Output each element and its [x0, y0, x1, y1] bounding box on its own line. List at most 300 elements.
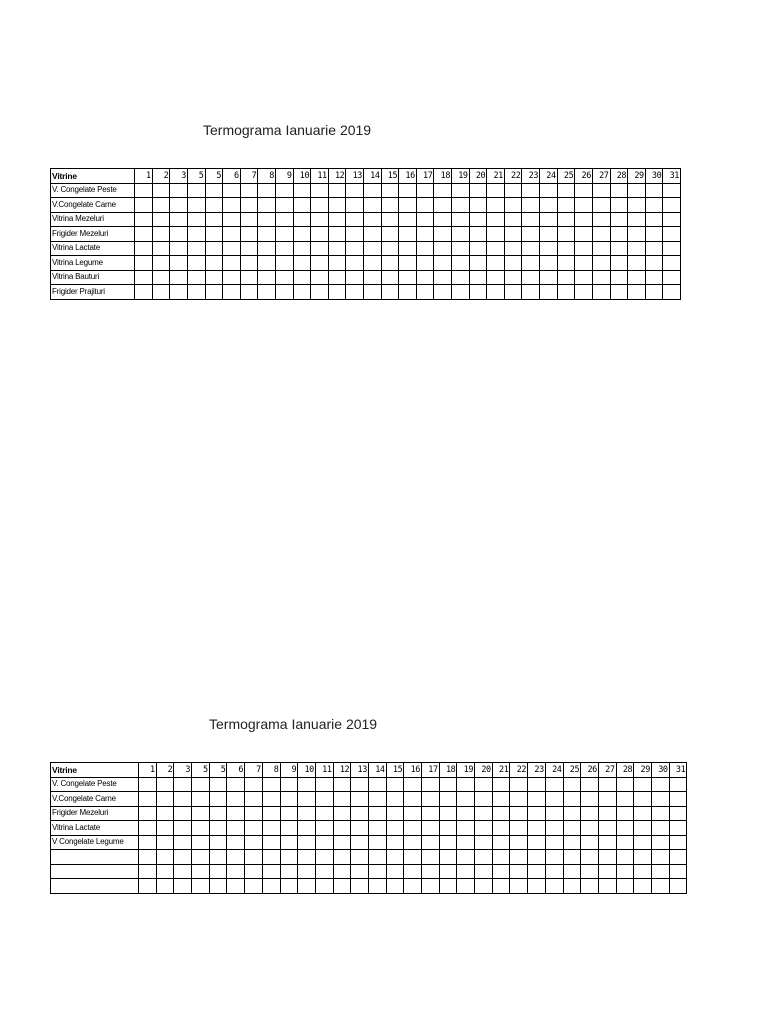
temperature-cell[interactable]: [364, 285, 382, 300]
temperature-cell[interactable]: [628, 241, 646, 256]
temperature-cell[interactable]: [227, 777, 245, 792]
temperature-cell[interactable]: [280, 821, 298, 836]
temperature-cell[interactable]: [227, 806, 245, 821]
temperature-cell[interactable]: [192, 777, 210, 792]
temperature-cell[interactable]: [262, 792, 280, 807]
temperature-cell[interactable]: [540, 256, 558, 271]
temperature-cell[interactable]: [205, 183, 223, 198]
temperature-cell[interactable]: [504, 198, 522, 213]
temperature-cell[interactable]: [510, 792, 528, 807]
temperature-cell[interactable]: [504, 212, 522, 227]
temperature-cell[interactable]: [457, 806, 475, 821]
temperature-cell[interactable]: [399, 212, 417, 227]
temperature-cell[interactable]: [293, 285, 311, 300]
temperature-cell[interactable]: [209, 850, 227, 865]
temperature-cell[interactable]: [522, 227, 540, 242]
temperature-cell[interactable]: [223, 241, 241, 256]
temperature-cell[interactable]: [540, 241, 558, 256]
temperature-cell[interactable]: [545, 850, 563, 865]
temperature-cell[interactable]: [492, 806, 510, 821]
temperature-cell[interactable]: [205, 198, 223, 213]
temperature-cell[interactable]: [368, 792, 386, 807]
temperature-cell[interactable]: [209, 864, 227, 879]
temperature-cell[interactable]: [575, 270, 593, 285]
temperature-cell[interactable]: [328, 198, 346, 213]
temperature-cell[interactable]: [135, 198, 153, 213]
temperature-cell[interactable]: [610, 212, 628, 227]
temperature-cell[interactable]: [581, 879, 599, 894]
temperature-cell[interactable]: [452, 227, 470, 242]
temperature-cell[interactable]: [545, 792, 563, 807]
temperature-cell[interactable]: [469, 227, 487, 242]
temperature-cell[interactable]: [311, 256, 329, 271]
temperature-cell[interactable]: [645, 270, 663, 285]
temperature-cell[interactable]: [258, 256, 276, 271]
temperature-cell[interactable]: [422, 864, 440, 879]
temperature-cell[interactable]: [575, 227, 593, 242]
temperature-cell[interactable]: [245, 806, 263, 821]
temperature-cell[interactable]: [245, 821, 263, 836]
temperature-cell[interactable]: [416, 256, 434, 271]
temperature-cell[interactable]: [669, 835, 687, 850]
temperature-cell[interactable]: [192, 792, 210, 807]
temperature-cell[interactable]: [381, 212, 399, 227]
temperature-cell[interactable]: [475, 864, 493, 879]
temperature-cell[interactable]: [575, 285, 593, 300]
temperature-cell[interactable]: [457, 835, 475, 850]
temperature-cell[interactable]: [209, 835, 227, 850]
temperature-cell[interactable]: [487, 270, 505, 285]
temperature-cell[interactable]: [575, 183, 593, 198]
temperature-cell[interactable]: [404, 806, 422, 821]
temperature-cell[interactable]: [280, 806, 298, 821]
temperature-cell[interactable]: [135, 183, 153, 198]
temperature-cell[interactable]: [351, 835, 369, 850]
temperature-cell[interactable]: [311, 227, 329, 242]
temperature-cell[interactable]: [651, 792, 669, 807]
temperature-cell[interactable]: [487, 198, 505, 213]
temperature-cell[interactable]: [209, 777, 227, 792]
temperature-cell[interactable]: [469, 198, 487, 213]
temperature-cell[interactable]: [487, 256, 505, 271]
temperature-cell[interactable]: [298, 850, 316, 865]
temperature-cell[interactable]: [575, 212, 593, 227]
temperature-cell[interactable]: [610, 256, 628, 271]
temperature-cell[interactable]: [386, 792, 404, 807]
temperature-cell[interactable]: [280, 864, 298, 879]
temperature-cell[interactable]: [170, 241, 188, 256]
temperature-cell[interactable]: [315, 850, 333, 865]
temperature-cell[interactable]: [315, 821, 333, 836]
temperature-cell[interactable]: [439, 879, 457, 894]
temperature-cell[interactable]: [174, 879, 192, 894]
temperature-cell[interactable]: [192, 879, 210, 894]
temperature-cell[interactable]: [262, 879, 280, 894]
temperature-cell[interactable]: [492, 777, 510, 792]
temperature-cell[interactable]: [475, 850, 493, 865]
temperature-cell[interactable]: [192, 806, 210, 821]
temperature-cell[interactable]: [663, 285, 681, 300]
temperature-cell[interactable]: [663, 256, 681, 271]
temperature-cell[interactable]: [174, 835, 192, 850]
temperature-cell[interactable]: [645, 198, 663, 213]
temperature-cell[interactable]: [510, 850, 528, 865]
temperature-cell[interactable]: [452, 256, 470, 271]
temperature-cell[interactable]: [510, 821, 528, 836]
temperature-cell[interactable]: [545, 777, 563, 792]
temperature-cell[interactable]: [205, 212, 223, 227]
temperature-cell[interactable]: [192, 835, 210, 850]
temperature-cell[interactable]: [475, 792, 493, 807]
temperature-cell[interactable]: [156, 777, 174, 792]
temperature-cell[interactable]: [381, 183, 399, 198]
temperature-cell[interactable]: [399, 183, 417, 198]
temperature-cell[interactable]: [452, 241, 470, 256]
temperature-cell[interactable]: [457, 864, 475, 879]
temperature-cell[interactable]: [634, 864, 652, 879]
temperature-cell[interactable]: [598, 821, 616, 836]
temperature-cell[interactable]: [522, 212, 540, 227]
temperature-cell[interactable]: [364, 227, 382, 242]
temperature-cell[interactable]: [245, 879, 263, 894]
temperature-cell[interactable]: [315, 806, 333, 821]
temperature-cell[interactable]: [240, 285, 258, 300]
temperature-cell[interactable]: [174, 850, 192, 865]
temperature-cell[interactable]: [487, 212, 505, 227]
temperature-cell[interactable]: [227, 835, 245, 850]
temperature-cell[interactable]: [368, 864, 386, 879]
temperature-cell[interactable]: [434, 227, 452, 242]
temperature-cell[interactable]: [452, 285, 470, 300]
temperature-cell[interactable]: [227, 821, 245, 836]
temperature-cell[interactable]: [404, 879, 422, 894]
temperature-cell[interactable]: [492, 850, 510, 865]
temperature-cell[interactable]: [293, 212, 311, 227]
temperature-cell[interactable]: [422, 835, 440, 850]
temperature-cell[interactable]: [346, 212, 364, 227]
temperature-cell[interactable]: [351, 806, 369, 821]
temperature-cell[interactable]: [563, 864, 581, 879]
temperature-cell[interactable]: [293, 227, 311, 242]
temperature-cell[interactable]: [135, 270, 153, 285]
temperature-cell[interactable]: [663, 183, 681, 198]
temperature-cell[interactable]: [298, 792, 316, 807]
temperature-cell[interactable]: [386, 850, 404, 865]
temperature-cell[interactable]: [240, 270, 258, 285]
temperature-cell[interactable]: [416, 212, 434, 227]
temperature-cell[interactable]: [504, 256, 522, 271]
temperature-cell[interactable]: [311, 212, 329, 227]
temperature-cell[interactable]: [669, 850, 687, 865]
temperature-cell[interactable]: [262, 850, 280, 865]
temperature-cell[interactable]: [227, 792, 245, 807]
temperature-cell[interactable]: [575, 198, 593, 213]
temperature-cell[interactable]: [616, 777, 634, 792]
temperature-cell[interactable]: [240, 183, 258, 198]
temperature-cell[interactable]: [258, 285, 276, 300]
temperature-cell[interactable]: [364, 212, 382, 227]
temperature-cell[interactable]: [368, 777, 386, 792]
temperature-cell[interactable]: [663, 227, 681, 242]
temperature-cell[interactable]: [298, 821, 316, 836]
temperature-cell[interactable]: [315, 879, 333, 894]
temperature-cell[interactable]: [351, 792, 369, 807]
temperature-cell[interactable]: [187, 241, 205, 256]
temperature-cell[interactable]: [545, 864, 563, 879]
temperature-cell[interactable]: [598, 792, 616, 807]
temperature-cell[interactable]: [315, 792, 333, 807]
temperature-cell[interactable]: [381, 198, 399, 213]
temperature-cell[interactable]: [386, 821, 404, 836]
temperature-cell[interactable]: [258, 227, 276, 242]
temperature-cell[interactable]: [187, 183, 205, 198]
temperature-cell[interactable]: [298, 777, 316, 792]
temperature-cell[interactable]: [346, 285, 364, 300]
temperature-cell[interactable]: [645, 183, 663, 198]
temperature-cell[interactable]: [205, 270, 223, 285]
temperature-cell[interactable]: [280, 777, 298, 792]
temperature-cell[interactable]: [333, 792, 351, 807]
temperature-cell[interactable]: [333, 864, 351, 879]
temperature-cell[interactable]: [262, 777, 280, 792]
temperature-cell[interactable]: [434, 198, 452, 213]
temperature-cell[interactable]: [223, 270, 241, 285]
temperature-cell[interactable]: [628, 183, 646, 198]
temperature-cell[interactable]: [540, 285, 558, 300]
temperature-cell[interactable]: [209, 806, 227, 821]
temperature-cell[interactable]: [645, 241, 663, 256]
temperature-cell[interactable]: [416, 270, 434, 285]
temperature-cell[interactable]: [563, 850, 581, 865]
temperature-cell[interactable]: [399, 256, 417, 271]
temperature-cell[interactable]: [510, 835, 528, 850]
temperature-cell[interactable]: [135, 285, 153, 300]
temperature-cell[interactable]: [669, 879, 687, 894]
temperature-cell[interactable]: [598, 879, 616, 894]
temperature-cell[interactable]: [139, 806, 157, 821]
temperature-cell[interactable]: [504, 241, 522, 256]
temperature-cell[interactable]: [399, 227, 417, 242]
temperature-cell[interactable]: [510, 864, 528, 879]
temperature-cell[interactable]: [475, 777, 493, 792]
temperature-cell[interactable]: [368, 879, 386, 894]
temperature-cell[interactable]: [293, 270, 311, 285]
temperature-cell[interactable]: [156, 792, 174, 807]
temperature-cell[interactable]: [457, 879, 475, 894]
temperature-cell[interactable]: [170, 227, 188, 242]
temperature-cell[interactable]: [422, 850, 440, 865]
temperature-cell[interactable]: [651, 806, 669, 821]
temperature-cell[interactable]: [487, 285, 505, 300]
temperature-cell[interactable]: [262, 806, 280, 821]
temperature-cell[interactable]: [240, 212, 258, 227]
temperature-cell[interactable]: [598, 864, 616, 879]
temperature-cell[interactable]: [522, 285, 540, 300]
temperature-cell[interactable]: [298, 835, 316, 850]
temperature-cell[interactable]: [245, 850, 263, 865]
temperature-cell[interactable]: [475, 879, 493, 894]
temperature-cell[interactable]: [504, 270, 522, 285]
temperature-cell[interactable]: [540, 212, 558, 227]
temperature-cell[interactable]: [528, 879, 546, 894]
temperature-cell[interactable]: [258, 198, 276, 213]
temperature-cell[interactable]: [475, 821, 493, 836]
temperature-cell[interactable]: [457, 792, 475, 807]
temperature-cell[interactable]: [528, 835, 546, 850]
temperature-cell[interactable]: [156, 864, 174, 879]
temperature-cell[interactable]: [610, 183, 628, 198]
temperature-cell[interactable]: [139, 792, 157, 807]
temperature-cell[interactable]: [487, 227, 505, 242]
temperature-cell[interactable]: [187, 212, 205, 227]
temperature-cell[interactable]: [240, 227, 258, 242]
temperature-cell[interactable]: [457, 850, 475, 865]
temperature-cell[interactable]: [223, 256, 241, 271]
temperature-cell[interactable]: [634, 792, 652, 807]
temperature-cell[interactable]: [223, 227, 241, 242]
temperature-cell[interactable]: [616, 835, 634, 850]
temperature-cell[interactable]: [156, 821, 174, 836]
temperature-cell[interactable]: [170, 212, 188, 227]
temperature-cell[interactable]: [156, 850, 174, 865]
temperature-cell[interactable]: [187, 198, 205, 213]
temperature-cell[interactable]: [475, 835, 493, 850]
temperature-cell[interactable]: [434, 212, 452, 227]
temperature-cell[interactable]: [510, 806, 528, 821]
temperature-cell[interactable]: [422, 821, 440, 836]
temperature-cell[interactable]: [245, 777, 263, 792]
temperature-cell[interactable]: [634, 879, 652, 894]
temperature-cell[interactable]: [293, 183, 311, 198]
temperature-cell[interactable]: [262, 864, 280, 879]
temperature-cell[interactable]: [275, 256, 293, 271]
temperature-cell[interactable]: [581, 821, 599, 836]
temperature-cell[interactable]: [328, 270, 346, 285]
temperature-cell[interactable]: [311, 241, 329, 256]
temperature-cell[interactable]: [439, 864, 457, 879]
temperature-cell[interactable]: [557, 212, 575, 227]
temperature-cell[interactable]: [492, 864, 510, 879]
temperature-cell[interactable]: [386, 806, 404, 821]
temperature-cell[interactable]: [170, 256, 188, 271]
temperature-cell[interactable]: [557, 198, 575, 213]
temperature-cell[interactable]: [439, 792, 457, 807]
temperature-cell[interactable]: [592, 241, 610, 256]
temperature-cell[interactable]: [457, 777, 475, 792]
temperature-cell[interactable]: [434, 183, 452, 198]
temperature-cell[interactable]: [187, 256, 205, 271]
temperature-cell[interactable]: [351, 821, 369, 836]
temperature-cell[interactable]: [634, 777, 652, 792]
temperature-cell[interactable]: [651, 879, 669, 894]
temperature-cell[interactable]: [581, 850, 599, 865]
temperature-cell[interactable]: [333, 777, 351, 792]
temperature-cell[interactable]: [404, 777, 422, 792]
temperature-cell[interactable]: [545, 835, 563, 850]
temperature-cell[interactable]: [439, 806, 457, 821]
temperature-cell[interactable]: [557, 227, 575, 242]
temperature-cell[interactable]: [346, 198, 364, 213]
temperature-cell[interactable]: [205, 285, 223, 300]
temperature-cell[interactable]: [439, 821, 457, 836]
temperature-cell[interactable]: [528, 806, 546, 821]
temperature-cell[interactable]: [275, 285, 293, 300]
temperature-cell[interactable]: [328, 285, 346, 300]
temperature-cell[interactable]: [333, 835, 351, 850]
temperature-cell[interactable]: [152, 270, 170, 285]
temperature-cell[interactable]: [616, 850, 634, 865]
temperature-cell[interactable]: [293, 241, 311, 256]
temperature-cell[interactable]: [598, 850, 616, 865]
temperature-cell[interactable]: [628, 285, 646, 300]
temperature-cell[interactable]: [174, 806, 192, 821]
temperature-cell[interactable]: [174, 821, 192, 836]
temperature-cell[interactable]: [563, 806, 581, 821]
temperature-cell[interactable]: [434, 256, 452, 271]
temperature-cell[interactable]: [351, 879, 369, 894]
temperature-cell[interactable]: [669, 792, 687, 807]
temperature-cell[interactable]: [311, 285, 329, 300]
temperature-cell[interactable]: [628, 256, 646, 271]
temperature-cell[interactable]: [364, 241, 382, 256]
temperature-cell[interactable]: [434, 285, 452, 300]
temperature-cell[interactable]: [280, 879, 298, 894]
temperature-cell[interactable]: [346, 227, 364, 242]
temperature-cell[interactable]: [192, 821, 210, 836]
temperature-cell[interactable]: [381, 285, 399, 300]
temperature-cell[interactable]: [628, 270, 646, 285]
temperature-cell[interactable]: [540, 183, 558, 198]
temperature-cell[interactable]: [628, 212, 646, 227]
temperature-cell[interactable]: [616, 821, 634, 836]
temperature-cell[interactable]: [227, 879, 245, 894]
temperature-cell[interactable]: [174, 777, 192, 792]
temperature-cell[interactable]: [492, 792, 510, 807]
temperature-cell[interactable]: [298, 806, 316, 821]
temperature-cell[interactable]: [628, 198, 646, 213]
temperature-cell[interactable]: [152, 256, 170, 271]
temperature-cell[interactable]: [663, 198, 681, 213]
temperature-cell[interactable]: [645, 212, 663, 227]
temperature-cell[interactable]: [563, 777, 581, 792]
temperature-cell[interactable]: [152, 198, 170, 213]
temperature-cell[interactable]: [346, 270, 364, 285]
temperature-cell[interactable]: [610, 227, 628, 242]
temperature-cell[interactable]: [205, 256, 223, 271]
temperature-cell[interactable]: [581, 806, 599, 821]
temperature-cell[interactable]: [240, 241, 258, 256]
temperature-cell[interactable]: [528, 850, 546, 865]
temperature-cell[interactable]: [298, 879, 316, 894]
temperature-cell[interactable]: [651, 821, 669, 836]
temperature-cell[interactable]: [422, 806, 440, 821]
temperature-cell[interactable]: [416, 227, 434, 242]
temperature-cell[interactable]: [174, 864, 192, 879]
temperature-cell[interactable]: [315, 777, 333, 792]
temperature-cell[interactable]: [381, 256, 399, 271]
temperature-cell[interactable]: [528, 821, 546, 836]
temperature-cell[interactable]: [333, 850, 351, 865]
temperature-cell[interactable]: [557, 256, 575, 271]
temperature-cell[interactable]: [139, 850, 157, 865]
temperature-cell[interactable]: [404, 850, 422, 865]
temperature-cell[interactable]: [275, 183, 293, 198]
temperature-cell[interactable]: [386, 864, 404, 879]
temperature-cell[interactable]: [545, 806, 563, 821]
temperature-cell[interactable]: [258, 270, 276, 285]
temperature-cell[interactable]: [135, 212, 153, 227]
temperature-cell[interactable]: [368, 835, 386, 850]
